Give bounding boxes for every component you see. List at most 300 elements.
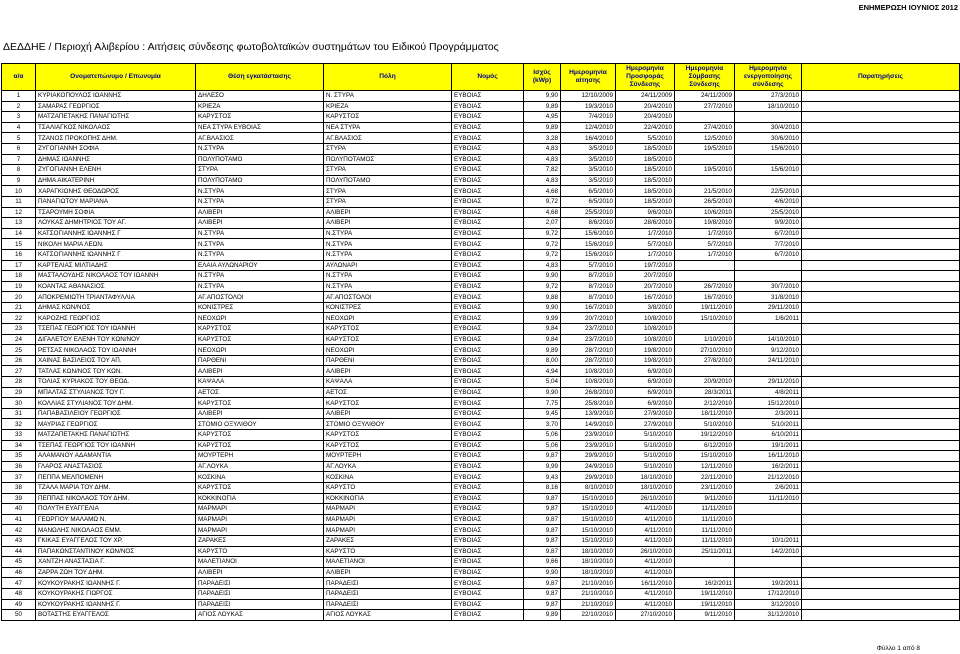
cell-power: 9,89: [524, 610, 561, 621]
cell-power: 9,90: [524, 91, 561, 102]
table-row: [2, 430, 960, 441]
cell-offer-date: 3/8/2010: [616, 302, 675, 313]
cell-location: ΑΓ.ΑΠΟΣΤΟΛΟΙ: [196, 292, 324, 303]
cell-contract-date: 11/11/2010: [675, 504, 735, 515]
cell-prefecture: ΕΥΒΟΙΑΣ: [452, 377, 524, 388]
cell-application-date: 15/10/2010: [561, 504, 616, 515]
cell-offer-date: 6/9/2010: [616, 377, 675, 388]
table-row: [2, 122, 960, 133]
table-row: [2, 387, 960, 398]
cell-city: ΠΑΡΘΕΝΙ: [324, 355, 452, 366]
cell-power: 4,83: [524, 143, 561, 154]
cell-activation-date: 30/4/2010: [735, 122, 802, 133]
cell-contract-date: 16/2/2011: [675, 578, 735, 589]
cell-offer-date: 9/6/2010: [616, 207, 675, 218]
cell-location: ΖΑΡΑΚΕΣ: [196, 535, 324, 546]
table-row: [2, 440, 960, 451]
cell-application-date: 8/6/2010: [561, 218, 616, 229]
cell-name: ΔΙΓΑΛΕΤΟΥ ΕΛΕΝΗ ΤΟΥ ΚΩΝ/ΝΟΥ: [36, 334, 196, 345]
cell-offer-date: 22/4/2010: [616, 122, 675, 133]
cell-name: ΚΑΡΟΖΗΣ ΓΕΩΡΓΙΟΣ: [36, 313, 196, 324]
cell-name: ΝΙΚΟΛΗ ΜΑΡΙΑ ΛΕΩΝ.: [36, 239, 196, 250]
cell-name: ΓΕΩΡΓΙΟΥ ΜΑΛΑΜΩ Ν.: [36, 514, 196, 525]
cell-name: ΓΛΑΡΟΣ ΑΝΑΣΤΑΣΙΟΣ: [36, 461, 196, 472]
cell-activation-date: 11/11/2010: [735, 493, 802, 504]
cell-activation-date: 19/1/2011: [735, 440, 802, 451]
cell-activation-date: 7/7/2010: [735, 239, 802, 250]
cell-aa: 14: [2, 228, 36, 239]
cell-prefecture: ΕΥΒΟΙΑΣ: [452, 546, 524, 557]
table-row: [2, 292, 960, 303]
cell-application-date: 5/7/2010: [561, 260, 616, 271]
cell-prefecture: ΕΥΒΟΙΑΣ: [452, 430, 524, 441]
cell-contract-date: 11/11/2010: [675, 525, 735, 536]
cell-location: ΚΟΣΚΙΝΑ: [196, 472, 324, 483]
cell-remarks: [802, 610, 960, 621]
cell-name: ΒΟΤΑΣΤΗΣ ΕΥΑΓΓΕΛΟΣ: [36, 610, 196, 621]
cell-contract-date: [675, 324, 735, 335]
cell-offer-date: 20/7/2010: [616, 281, 675, 292]
cell-remarks: [802, 154, 960, 165]
cell-activation-date: 14/2/2010: [735, 546, 802, 557]
cell-activation-date: 30/6/2010: [735, 133, 802, 144]
cell-prefecture: ΕΥΒΟΙΑΣ: [452, 461, 524, 472]
cell-power: 9,72: [524, 239, 561, 250]
cell-prefecture: ΕΥΒΟΙΑΣ: [452, 133, 524, 144]
cell-power: 2,07: [524, 218, 561, 229]
cell-remarks: [802, 599, 960, 610]
cell-aa: 11: [2, 196, 36, 207]
cell-prefecture: ΕΥΒΟΙΑΣ: [452, 91, 524, 102]
cell-city: ΚΟΚΚΙΝΟΓΙΑ: [324, 493, 452, 504]
cell-prefecture: ΕΥΒΟΙΑΣ: [452, 482, 524, 493]
cell-remarks: [802, 408, 960, 419]
cell-application-date: 28/7/2010: [561, 345, 616, 356]
cell-city: ΚΑΡΥΣΤΟΣ: [324, 324, 452, 335]
cell-location: ΝΕΑ ΣΤΥΡΑ ΕΥΒΟΙΑΣ: [196, 122, 324, 133]
cell-power: 8,16: [524, 482, 561, 493]
cell-activation-date: 6/7/2010: [735, 249, 802, 260]
cell-remarks: [802, 387, 960, 398]
cell-offer-date: 6/9/2010: [616, 387, 675, 398]
cell-remarks: [802, 355, 960, 366]
cell-prefecture: ΕΥΒΟΙΑΣ: [452, 514, 524, 525]
cell-name: ΚΟΥΚΟΥΡΑΚΗΣ ΙΩΑΝΝΗΣ Γ.: [36, 578, 196, 589]
cell-remarks: [802, 207, 960, 218]
cell-aa: 7: [2, 154, 36, 165]
cell-name: ΓΚΙΚΑΣ ΕΥΑΓΓΕΛΟΣ ΤΟΥ ΧΡ.: [36, 535, 196, 546]
cell-remarks: [802, 334, 960, 345]
cell-location: ΜΑΡΜΑΡΙ: [196, 514, 324, 525]
table-row: [2, 313, 960, 324]
cell-power: 9,89: [524, 122, 561, 133]
table-row: [2, 175, 960, 186]
cell-name: ΛΟΥΚΑΣ ΔΗΜΗΤΡΙΟΣ ΤΟΥ ΑΓ.: [36, 218, 196, 229]
cell-remarks: [802, 302, 960, 313]
cell-activation-date: [735, 525, 802, 536]
cell-prefecture: ΕΥΒΟΙΑΣ: [452, 578, 524, 589]
cell-remarks: [802, 313, 960, 324]
cell-location: ΚΟΝΙΣΤΡΕΣ: [196, 302, 324, 313]
cell-location: ΚΑΡΥΣΤΟΣ: [196, 482, 324, 493]
cell-aa: 43: [2, 535, 36, 546]
cell-aa: 44: [2, 546, 36, 557]
table-row: [2, 451, 960, 462]
col-header-power: Ισχύς (kWp): [524, 64, 561, 91]
cell-aa: 28: [2, 377, 36, 388]
cell-activation-date: [735, 271, 802, 282]
cell-prefecture: ΕΥΒΟΙΑΣ: [452, 260, 524, 271]
cell-offer-date: 27/10/2010: [616, 610, 675, 621]
cell-application-date: 10/8/2010: [561, 377, 616, 388]
cell-power: 9,87: [524, 493, 561, 504]
cell-offer-date: 4/11/2010: [616, 557, 675, 568]
cell-name: ΤΣΕΠΑΣ ΓΕΩΡΓΙΟΣ ΤΟΥ ΙΩΑΝΝΗ: [36, 440, 196, 451]
cell-location: ΚΑΡΥΣΤΟΣ: [196, 430, 324, 441]
cell-prefecture: ΕΥΒΟΙΑΣ: [452, 101, 524, 112]
cell-remarks: [802, 260, 960, 271]
cell-activation-date: 30/7/2010: [735, 281, 802, 292]
cell-application-date: 22/10/2010: [561, 610, 616, 621]
cell-contract-date: [675, 557, 735, 568]
cell-city: ΚΑΡΥΣΤΟΣ: [324, 398, 452, 409]
cell-name: ΡΕΤΣΑΣ ΝΙΚΟΛΑΟΣ ΤΟΥ ΙΩΑΝΝΗ: [36, 345, 196, 356]
cell-name: ΤΑΤΛΑΣ ΚΩΝ/ΝΟΣ ΤΟΥ ΚΩΝ.: [36, 366, 196, 377]
cell-prefecture: ΕΥΒΟΙΑΣ: [452, 451, 524, 462]
cell-contract-date: 25/11/2011: [675, 546, 735, 557]
cell-name: ΤΣΑΡΟΥΜΗ ΣΟΦΙΑ: [36, 207, 196, 218]
table-row: [2, 461, 960, 472]
col-header-aa: α/α: [2, 64, 36, 91]
cell-location: ΠΑΡΑΔΕΙΣΙ: [196, 588, 324, 599]
cell-power: 3,70: [524, 419, 561, 430]
cell-location: ΣΤΥΡΑ: [196, 165, 324, 176]
cell-contract-date: [675, 175, 735, 186]
cell-city: Ν.ΣΤΥΡΑ: [324, 249, 452, 260]
cell-activation-date: 4/6/2010: [735, 196, 802, 207]
cell-name: ΔΗΜΑΣ ΙΩΑΝΝΗΣ: [36, 154, 196, 165]
cell-city: ΚΑΡΥΣΤΟ: [324, 546, 452, 557]
cell-name: ΜΑΤΖΑΠΕΤΑΚΗΣ ΠΑΝΑΓΙΩΤΗΣ: [36, 430, 196, 441]
cell-remarks: [802, 461, 960, 472]
cell-remarks: [802, 271, 960, 282]
page-title: ΔΕΔΔΗΕ / Περιοχή Αλιβερίου : Αιτήσεις σύνδεσης φωτοβολταϊκών συστημάτων του Ειδικού Προγράμματος: [3, 41, 499, 53]
cell-name: ΑΛΑΜΑΝΟΥ ΑΔΑΜΑΝΤΙΑ: [36, 451, 196, 462]
table-row: [2, 196, 960, 207]
cell-prefecture: ΕΥΒΟΙΑΣ: [452, 186, 524, 197]
cell-name: ΚΟΑΝΤΑΣ ΑΘΑΝΑΣΙΟΣ: [36, 281, 196, 292]
cell-power: 9,89: [524, 101, 561, 112]
cell-remarks: [802, 482, 960, 493]
cell-offer-date: 26/10/2010: [616, 546, 675, 557]
cell-name: ΠΕΠΠΑ ΜΕΛΠΟΜΕΝΗ: [36, 472, 196, 483]
cell-prefecture: ΕΥΒΟΙΑΣ: [452, 313, 524, 324]
cell-offer-date: 20/4/2010: [616, 112, 675, 123]
cell-offer-date: 4/11/2010: [616, 588, 675, 599]
table-row: [2, 472, 960, 483]
table-row: [2, 398, 960, 409]
cell-contract-date: 26/7/2010: [675, 281, 735, 292]
cell-activation-date: 1/6/2011: [735, 313, 802, 324]
cell-offer-date: 4/11/2010: [616, 514, 675, 525]
cell-contract-date: 6/12/2010: [675, 440, 735, 451]
cell-application-date: 23/9/2010: [561, 440, 616, 451]
cell-name: ΔΗΜΑΣ ΚΩΝ/ΝΟΣ: [36, 302, 196, 313]
cell-location: ΚΑΨΑΛΑ: [196, 377, 324, 388]
table-row: [2, 419, 960, 430]
cell-offer-date: 5/10/2010: [616, 451, 675, 462]
cell-aa: 42: [2, 525, 36, 536]
cell-city: ΜΑΛΕΤΙΑΝΟΙ: [324, 557, 452, 568]
cell-offer-date: 16/7/2010: [616, 292, 675, 303]
cell-prefecture: ΕΥΒΟΙΑΣ: [452, 239, 524, 250]
cell-activation-date: [735, 557, 802, 568]
cell-aa: 45: [2, 557, 36, 568]
cell-contract-date: 21/5/2010: [675, 186, 735, 197]
cell-name: ΜΑΝΩΛΗΣ ΝΙΚΟΛΑΟΣ ΕΜΜ.: [36, 525, 196, 536]
cell-location: ΚΑΡΥΣΤΟΣ: [196, 440, 324, 451]
cell-application-date: 18/10/2010: [561, 567, 616, 578]
cell-offer-date: 5/10/2010: [616, 430, 675, 441]
cell-power: 5,06: [524, 440, 561, 451]
cell-remarks: [802, 578, 960, 589]
cell-power: 9,90: [524, 387, 561, 398]
cell-offer-date: 4/11/2010: [616, 504, 675, 515]
cell-city: ΑΛΙΒΕΡΙ: [324, 408, 452, 419]
cell-prefecture: ΕΥΒΟΙΑΣ: [452, 218, 524, 229]
table-row: [2, 239, 960, 250]
cell-remarks: [802, 101, 960, 112]
cell-name: ΧΑΙΝΑΣ ΒΑΣΙΛΕΙΟΣ ΤΟΥ ΑΠ.: [36, 355, 196, 366]
cell-remarks: [802, 366, 960, 377]
cell-city: ΑΓ.ΒΛΑΣΙΟΣ: [324, 133, 452, 144]
cell-name: ΤΣΑΛΙΑΓΚΟΣ ΝΙΚΟΛΑΟΣ: [36, 122, 196, 133]
cell-city: ΜΑΡΜΑΡΙ: [324, 504, 452, 515]
table-row: [2, 207, 960, 218]
cell-prefecture: ΕΥΒΟΙΑΣ: [452, 143, 524, 154]
cell-location: ΜΟΥΡΤΕΡΗ: [196, 451, 324, 462]
cell-application-date: 29/9/2010: [561, 451, 616, 462]
cell-remarks: [802, 493, 960, 504]
cell-application-date: 3/5/2010: [561, 175, 616, 186]
cell-city: ΝΕΟΧΩΡΙ: [324, 345, 452, 356]
cell-application-date: 8/7/2010: [561, 292, 616, 303]
cell-location: ΑΛΙΒΕΡΙ: [196, 218, 324, 229]
cell-remarks: [802, 165, 960, 176]
cell-city: ΑΛΙΒΕΡΙ: [324, 366, 452, 377]
cell-prefecture: ΕΥΒΟΙΑΣ: [452, 228, 524, 239]
cell-remarks: [802, 504, 960, 515]
cell-aa: 24: [2, 334, 36, 345]
cell-activation-date: [735, 567, 802, 578]
cell-name: ΚΑΤΣΟΓΙΑΝΝΗΣ ΙΩΑΝΝΗΣ Γ: [36, 249, 196, 260]
cell-contract-date: 19/5/2010: [675, 165, 735, 176]
cell-activation-date: 18/10/2010: [735, 101, 802, 112]
cell-activation-date: 16/2/2011: [735, 461, 802, 472]
table-row: [2, 271, 960, 282]
table-row: [2, 249, 960, 260]
cell-activation-date: 19/2/2011: [735, 578, 802, 589]
cell-activation-date: 16/11/2010: [735, 451, 802, 462]
cell-offer-date: 18/10/2010: [616, 472, 675, 483]
cell-name: ΚΑΡΤΕΛΙΑΣ ΜΙΛΤΙΑΔΗΣ: [36, 260, 196, 271]
table-row: [2, 154, 960, 165]
cell-location: ΠΑΡΘΕΝΙ: [196, 355, 324, 366]
cell-prefecture: ΕΥΒΟΙΑΣ: [452, 175, 524, 186]
applications-table: [1, 63, 960, 621]
cell-activation-date: 10/1/2011: [735, 535, 802, 546]
table-row: [2, 112, 960, 123]
cell-aa: 9: [2, 175, 36, 186]
cell-power: 5,06: [524, 430, 561, 441]
cell-aa: 10: [2, 186, 36, 197]
cell-location: ΑΛΙΒΕΡΙ: [196, 408, 324, 419]
cell-activation-date: 29/11/2010: [735, 302, 802, 313]
table-row: [2, 345, 960, 356]
update-date-label: ΕΝΗΜΕΡΩΣΗ ΙΟΥΝΙΟΣ 2012: [858, 3, 958, 12]
col-header-application-date: Ημερομηνία αίτησης: [561, 64, 616, 91]
table-row: [2, 514, 960, 525]
cell-application-date: 15/10/2010: [561, 525, 616, 536]
cell-remarks: [802, 133, 960, 144]
cell-remarks: [802, 249, 960, 260]
cell-name: ΜΑΤΖΑΠΕΤΑΚΗΣ ΠΑΝΑΓΙΩΤΗΣ: [36, 112, 196, 123]
table-row: [2, 610, 960, 621]
cell-name: ΣΑΜΑΡΑΣ ΓΕΩΡΓΙΟΣ: [36, 101, 196, 112]
cell-location: ΚΟΚΚΙΝΟΓΙΑ: [196, 493, 324, 504]
cell-city: Ν.ΣΤΥΡΑ: [324, 228, 452, 239]
cell-contract-date: 11/11/2010: [675, 535, 735, 546]
table-row: [2, 281, 960, 292]
cell-remarks: [802, 440, 960, 451]
cell-offer-date: 6/9/2010: [616, 366, 675, 377]
cell-application-date: 25/5/2010: [561, 207, 616, 218]
cell-application-date: 3/5/2010: [561, 154, 616, 165]
cell-prefecture: ΕΥΒΟΙΑΣ: [452, 387, 524, 398]
cell-offer-date: 4/11/2010: [616, 535, 675, 546]
cell-contract-date: 19/5/2010: [675, 143, 735, 154]
cell-remarks: [802, 186, 960, 197]
cell-power: 4,68: [524, 207, 561, 218]
cell-contract-date: [675, 112, 735, 123]
cell-prefecture: ΕΥΒΟΙΑΣ: [452, 525, 524, 536]
cell-application-date: 8/10/2010: [561, 482, 616, 493]
col-header-remarks: Παρατηρήσεις: [802, 64, 960, 91]
cell-remarks: [802, 430, 960, 441]
cell-location: ΠΟΛΥΠΟΤΑΜΟ: [196, 154, 324, 165]
cell-power: 9,87: [524, 535, 561, 546]
cell-power: 9,87: [524, 451, 561, 462]
cell-activation-date: 27/3/2010: [735, 91, 802, 102]
cell-power: 9,72: [524, 249, 561, 260]
cell-city: ΑΓΙΟΣ ΛΟΥΚΑΣ: [324, 610, 452, 621]
cell-activation-date: [735, 504, 802, 515]
cell-power: 9,84: [524, 324, 561, 335]
cell-activation-date: 5/10/2011: [735, 419, 802, 430]
cell-city: ΑΛΙΒΕΡΙ: [324, 207, 452, 218]
cell-remarks: [802, 196, 960, 207]
cell-offer-date: 18/5/2010: [616, 186, 675, 197]
cell-aa: 3: [2, 112, 36, 123]
cell-remarks: [802, 122, 960, 133]
cell-application-date: 3/5/2010: [561, 143, 616, 154]
cell-prefecture: ΕΥΒΟΙΑΣ: [452, 112, 524, 123]
cell-application-date: 20/7/2010: [561, 313, 616, 324]
cell-activation-date: 25/5/2010: [735, 207, 802, 218]
cell-application-date: 23/7/2010: [561, 324, 616, 335]
cell-aa: 21: [2, 302, 36, 313]
cell-contract-date: [675, 154, 735, 165]
cell-city: ΝΕΑ ΣΤΥΡΑ: [324, 122, 452, 133]
cell-activation-date: 4/8/2011: [735, 387, 802, 398]
cell-city: ΚΑΡΥΣΤΟΣ: [324, 112, 452, 123]
cell-location: ΠΑΡΑΔΕΙΣΙ: [196, 599, 324, 610]
cell-aa: 33: [2, 430, 36, 441]
cell-name: ΚΑΤΣΟΓΙΑΝΝΗΣ ΙΩΑΝΝΗΣ Γ: [36, 228, 196, 239]
cell-application-date: 18/10/2010: [561, 557, 616, 568]
cell-application-date: 15/6/2010: [561, 239, 616, 250]
cell-activation-date: 15/12/2010: [735, 398, 802, 409]
cell-name: ΚΟΥΚΟΥΡΑΚΗΣ ΙΩΑΝΝΗΣ Γ.: [36, 599, 196, 610]
cell-name: ΜΠΑΛΤΑΣ ΣΤΥΛΙΑΝΟΣ ΤΟΥ Γ.: [36, 387, 196, 398]
cell-power: 9,87: [524, 504, 561, 515]
cell-prefecture: ΕΥΒΟΙΑΣ: [452, 535, 524, 546]
cell-power: 9,99: [524, 313, 561, 324]
cell-location: ΔΗΛΕΣΟ: [196, 91, 324, 102]
cell-aa: 29: [2, 387, 36, 398]
cell-offer-date: 6/9/2010: [616, 398, 675, 409]
cell-power: 4,95: [524, 112, 561, 123]
cell-contract-date: 15/10/2010: [675, 313, 735, 324]
cell-power: 4,68: [524, 186, 561, 197]
cell-remarks: [802, 514, 960, 525]
cell-location: Ν.ΣΤΥΡΑ: [196, 239, 324, 250]
cell-offer-date: 5/7/2010: [616, 239, 675, 250]
cell-application-date: 3/5/2010: [561, 165, 616, 176]
cell-aa: 26: [2, 355, 36, 366]
table-row: [2, 91, 960, 102]
cell-contract-date: 22/11/2010: [675, 472, 735, 483]
cell-power: 9,72: [524, 228, 561, 239]
cell-contract-date: 20/9/2010: [675, 377, 735, 388]
cell-name: ΤΖΑΝΟΣ ΠΡΟΚΟΠΗΣ ΔΗΜ.: [36, 133, 196, 144]
cell-aa: 15: [2, 239, 36, 250]
cell-name: ΑΠΟΚΡΕΜΙΩΤΗ ΤΡΙΑΝΤΑΦΥΛΛΙΑ: [36, 292, 196, 303]
cell-city: ΚΡΙΕΖΑ: [324, 101, 452, 112]
cell-offer-date: 26/10/2010: [616, 493, 675, 504]
cell-application-date: 19/3/2010: [561, 101, 616, 112]
cell-location: ΑΓ.ΛΟΥΚΑ: [196, 461, 324, 472]
cell-remarks: [802, 228, 960, 239]
cell-location: ΚΑΡΥΣΤΟΣ: [196, 112, 324, 123]
cell-prefecture: ΕΥΒΟΙΑΣ: [452, 249, 524, 260]
cell-name: ΖΥΓΟΓΙΑΝΝΗ ΕΛΕΝΗ: [36, 165, 196, 176]
table-row: [2, 557, 960, 568]
cell-application-date: 25/8/2010: [561, 398, 616, 409]
cell-name: ΚΟΛΛΙΑΣ ΣΤΥΛΙΑΝΟΣ ΤΟΥ ΔΗΜ.: [36, 398, 196, 409]
cell-contract-date: 19/11/2010: [675, 302, 735, 313]
cell-city: ΣΤΥΡΑ: [324, 143, 452, 154]
cell-name: ΚΟΥΚΟΥΡΑΚΗΣ ΓΙΩΡΓΟΣ: [36, 588, 196, 599]
cell-prefecture: ΕΥΒΟΙΑΣ: [452, 408, 524, 419]
cell-power: 9,87: [524, 546, 561, 557]
cell-city: ΠΑΡΑΔΕΙΣΙ: [324, 578, 452, 589]
cell-contract-date: [675, 271, 735, 282]
cell-name: ΠΟΛΥΤΗ ΕΥΑΓΓΕΛΙΑ: [36, 504, 196, 515]
cell-power: 7,75: [524, 398, 561, 409]
cell-offer-date: 24/11/2009: [616, 91, 675, 102]
col-header-offer-date: Ημερομηνία Προσφοράς Σύνδεσης: [616, 64, 675, 91]
